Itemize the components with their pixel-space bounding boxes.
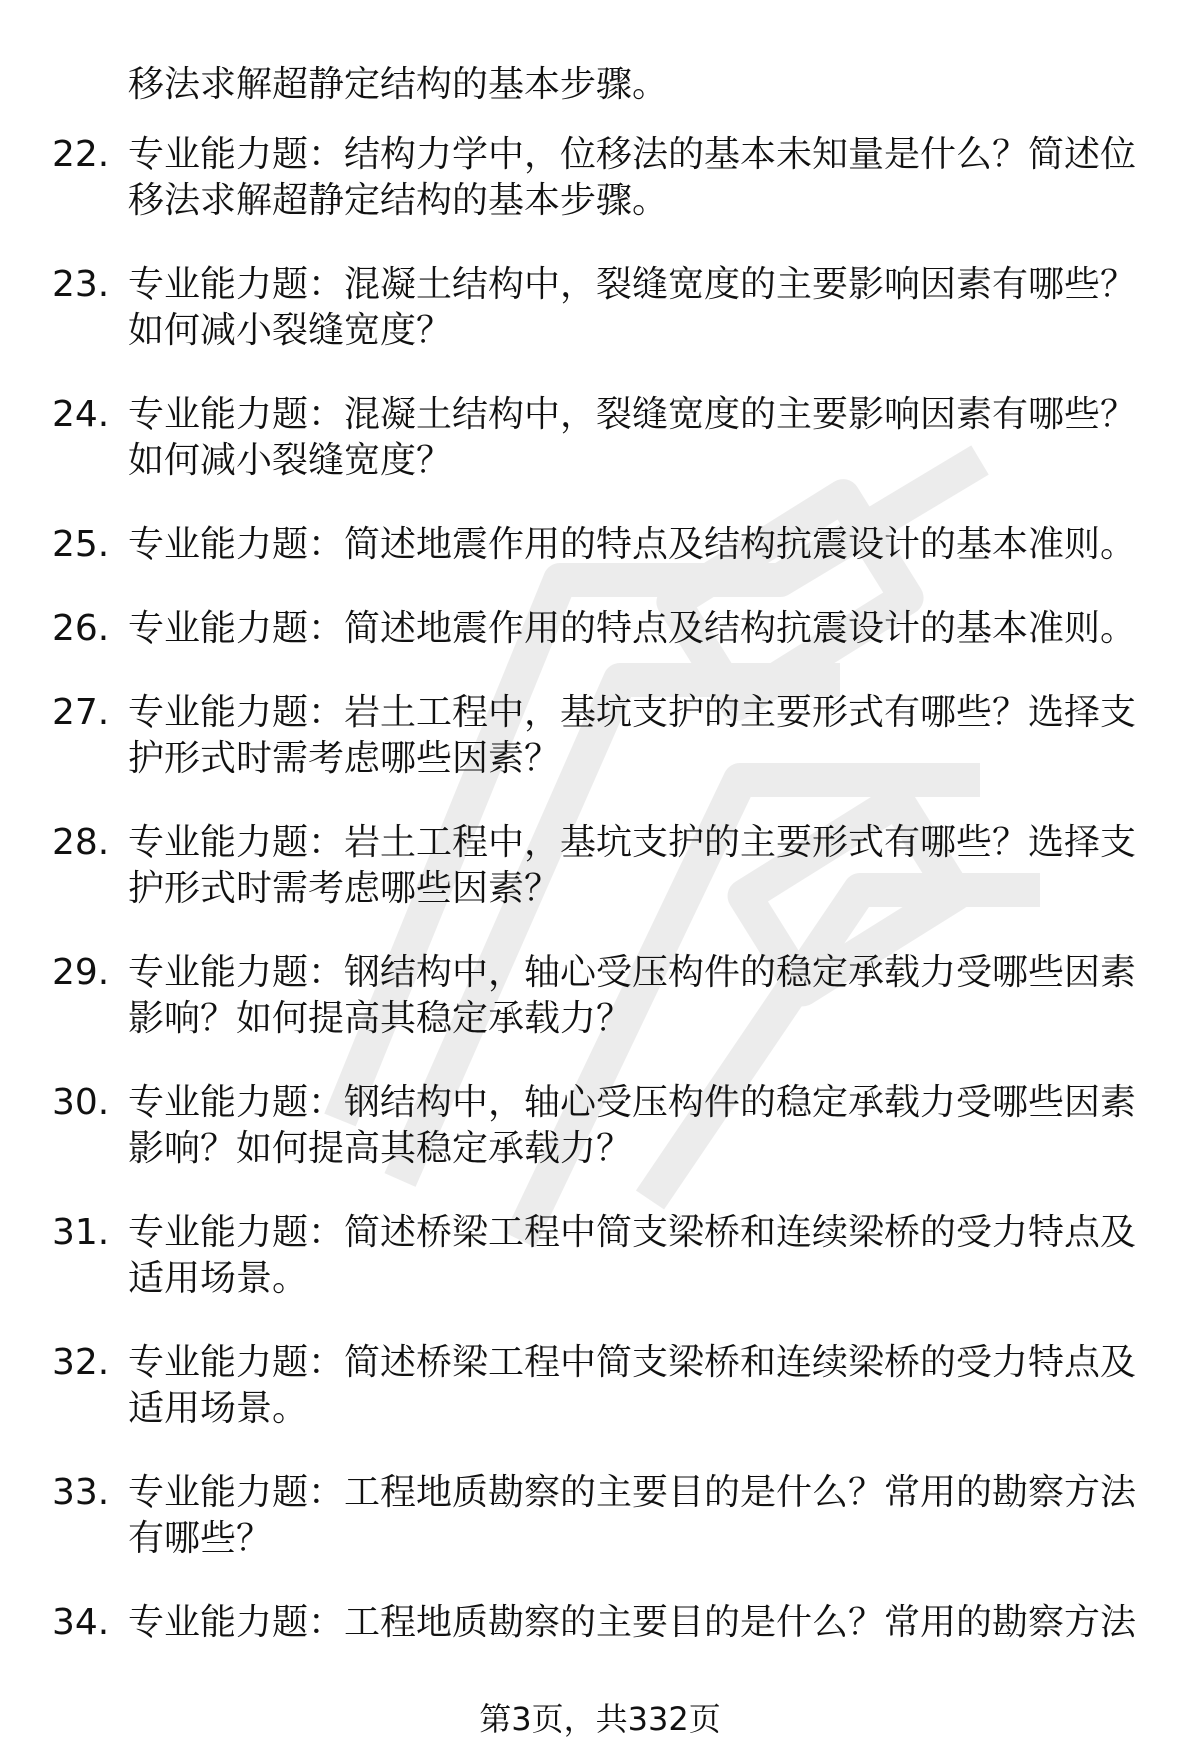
question-number: 32. xyxy=(52,1342,110,1383)
question-text xyxy=(128,392,1138,484)
question-text-line: 专业能力题：混凝土结构中，裂缝宽度的主要影响因素有哪些？ xyxy=(128,264,1137,305)
question-number: 25. xyxy=(52,524,110,565)
question-number: 22. xyxy=(52,134,110,175)
question-text-line: 专业能力题：结构力学中，位移法的基本未知量是什么？简述位 xyxy=(128,134,1137,175)
question-item xyxy=(0,1210,1200,1340)
question-text-line: 如何减小裂缝宽度？ xyxy=(128,310,453,351)
question-number: 30. xyxy=(52,1082,110,1123)
question-number: 26. xyxy=(52,608,110,649)
question-text-line: 护形式时需考虑哪些因素？ xyxy=(128,738,561,779)
question-text xyxy=(128,606,1138,652)
question-item xyxy=(0,522,1200,606)
question-number: 33. xyxy=(52,1472,110,1513)
question-number: 24. xyxy=(52,394,110,435)
question-text-line: 专业能力题：混凝土结构中，裂缝宽度的主要影响因素有哪些？ xyxy=(128,394,1137,435)
question-text-line: 影响？如何提高其稳定承载力？ xyxy=(128,1128,633,1169)
question-item xyxy=(0,950,1200,1080)
question-text-line: 护形式时需考虑哪些因素？ xyxy=(128,868,561,909)
question-text xyxy=(128,1600,1138,1646)
question-text-line: 专业能力题：工程地质勘察的主要目的是什么？常用的勘察方法 xyxy=(128,1472,1137,1513)
question-text-line: 专业能力题：简述桥梁工程中简支梁桥和连续梁桥的受力特点及 xyxy=(128,1342,1137,1383)
question-text-line: 如何减小裂缝宽度？ xyxy=(128,440,453,481)
page-footer: 第3页，共332页 xyxy=(479,1700,721,1738)
question-text xyxy=(128,1210,1138,1302)
continuation-line: 移法求解超静定结构的基本步骤。 xyxy=(128,64,669,105)
question-text-line: 适用场景。 xyxy=(128,1388,309,1429)
question-text-line: 专业能力题：简述桥梁工程中简支梁桥和连续梁桥的受力特点及 xyxy=(128,1212,1137,1253)
question-number: 34. xyxy=(52,1602,110,1643)
question-text xyxy=(128,1080,1138,1172)
question-item xyxy=(0,132,1200,262)
question-item xyxy=(0,262,1200,392)
question-text-line: 专业能力题：工程地质勘察的主要目的是什么？常用的勘察方法 xyxy=(128,1602,1137,1643)
question-text-line: 专业能力题：简述地震作用的特点及结构抗震设计的基本准则。 xyxy=(128,608,1137,649)
question-text xyxy=(128,820,1138,912)
question-text-line: 影响？如何提高其稳定承载力？ xyxy=(128,998,633,1039)
question-text-line: 适用场景。 xyxy=(128,1258,309,1299)
question-text xyxy=(128,1470,1138,1562)
question-text-line: 专业能力题：简述地震作用的特点及结构抗震设计的基本准则。 xyxy=(128,524,1137,565)
question-item xyxy=(0,820,1200,950)
question-text xyxy=(128,132,1138,224)
question-text-line: 专业能力题：钢结构中，轴心受压构件的稳定承载力受哪些因素 xyxy=(128,952,1137,993)
question-number: 29. xyxy=(52,952,110,993)
question-text xyxy=(128,950,1138,1042)
question-text xyxy=(128,522,1138,568)
question-number: 31. xyxy=(52,1212,110,1253)
question-number: 27. xyxy=(52,692,110,733)
question-number: 28. xyxy=(52,822,110,863)
question-text xyxy=(128,690,1138,782)
question-item xyxy=(0,1340,1200,1470)
question-item xyxy=(0,1470,1200,1600)
question-item xyxy=(0,606,1200,690)
question-text xyxy=(128,262,1138,354)
question-text-line: 专业能力题：钢结构中，轴心受压构件的稳定承载力受哪些因素 xyxy=(128,1082,1137,1123)
question-text-line: 专业能力题：岩土工程中，基坑支护的主要形式有哪些？选择支 xyxy=(128,822,1137,863)
question-text xyxy=(128,1340,1138,1432)
question-text-line: 专业能力题：岩土工程中，基坑支护的主要形式有哪些？选择支 xyxy=(128,692,1137,733)
question-list xyxy=(0,132,1200,1684)
question-item xyxy=(0,690,1200,820)
question-item xyxy=(0,1600,1200,1684)
question-number: 23. xyxy=(52,264,110,305)
question-item xyxy=(0,392,1200,522)
question-item xyxy=(0,1080,1200,1210)
question-text-line: 有哪些？ xyxy=(128,1518,273,1559)
question-text-line: 移法求解超静定结构的基本步骤。 xyxy=(128,180,669,221)
